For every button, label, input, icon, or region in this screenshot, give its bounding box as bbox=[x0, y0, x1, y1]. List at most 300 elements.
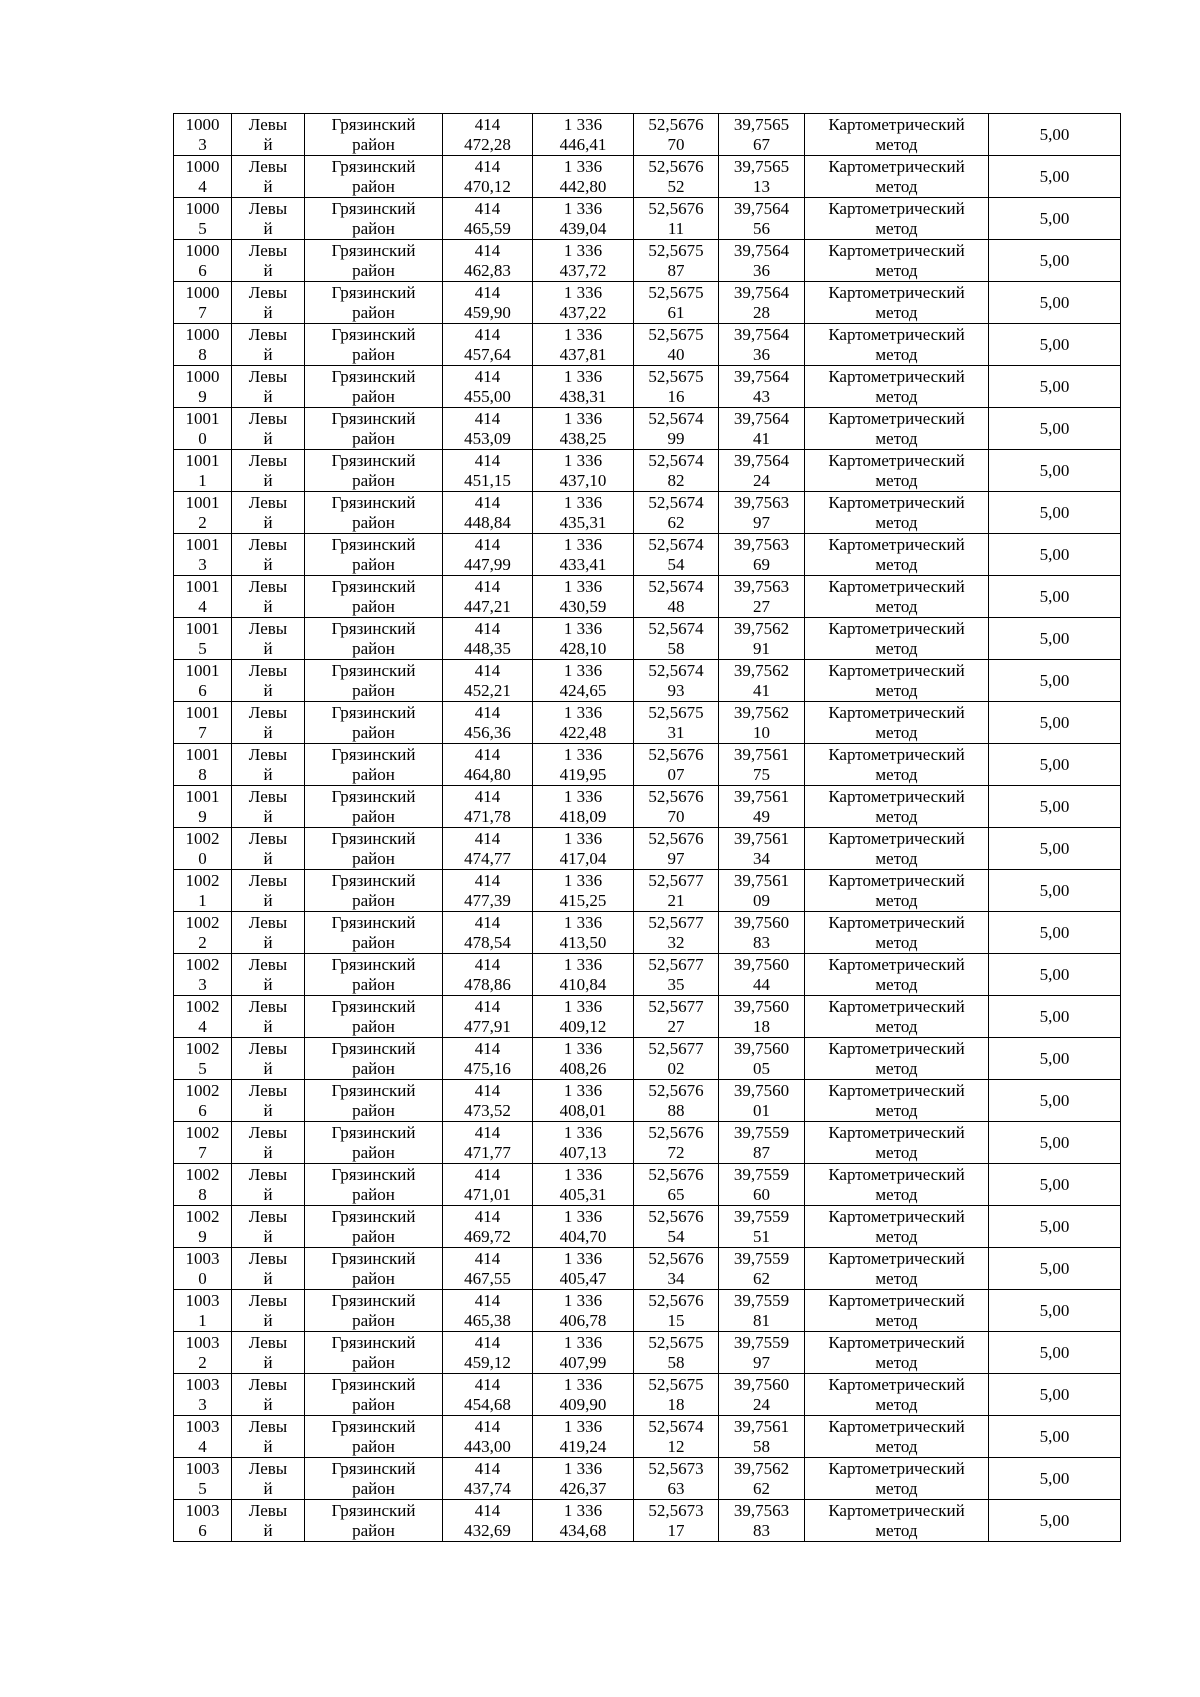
district-text: район bbox=[352, 1142, 395, 1162]
accuracy-text: 5,00 bbox=[1039, 292, 1070, 312]
point-number-text: 1002 bbox=[185, 1038, 220, 1058]
x-coordinate-text: 447,21 bbox=[464, 596, 511, 616]
side-text: Левы bbox=[248, 1038, 288, 1058]
longitude-cell bbox=[719, 660, 805, 702]
x-coordinate-cell bbox=[443, 1332, 533, 1374]
latitude-cell bbox=[634, 240, 719, 282]
longitude-text: 67 bbox=[753, 134, 770, 154]
accuracy-text: 5,00 bbox=[1039, 1174, 1070, 1194]
district-text: Грязинский bbox=[331, 492, 416, 512]
latitude-cell bbox=[634, 996, 719, 1038]
longitude-cell bbox=[719, 1332, 805, 1374]
district-text: Грязинский bbox=[331, 786, 416, 806]
point-number-text: 1003 bbox=[185, 1290, 220, 1310]
point-number-text: 1000 bbox=[185, 240, 220, 260]
table-row bbox=[174, 1416, 1121, 1458]
method-cell bbox=[805, 450, 989, 492]
side-cell bbox=[232, 492, 305, 534]
y-coordinate-text: 413,50 bbox=[559, 932, 607, 952]
latitude-cell bbox=[634, 1290, 719, 1332]
y-coordinate-text: 426,37 bbox=[559, 1478, 607, 1498]
accuracy-cell bbox=[989, 996, 1121, 1038]
y-coordinate-text: 1 336 bbox=[563, 114, 603, 134]
y-coordinate-text: 1 336 bbox=[563, 198, 603, 218]
point-number-cell bbox=[174, 1416, 232, 1458]
method-text: метод bbox=[875, 1394, 918, 1414]
longitude-cell bbox=[719, 996, 805, 1038]
y-coordinate-text: 1 336 bbox=[563, 576, 603, 596]
latitude-text: 58 bbox=[667, 1352, 685, 1372]
method-text: метод bbox=[875, 1184, 918, 1204]
x-coordinate-text: 414 bbox=[474, 366, 501, 386]
point-number-text: 1001 bbox=[185, 408, 220, 428]
point-number-cell bbox=[174, 702, 232, 744]
latitude-text: 40 bbox=[667, 344, 685, 364]
accuracy-cell bbox=[989, 702, 1121, 744]
latitude-cell bbox=[634, 1080, 719, 1122]
method-cell bbox=[805, 492, 989, 534]
point-number-text: 1000 bbox=[185, 156, 220, 176]
method-cell bbox=[805, 156, 989, 198]
x-coordinate-text: 414 bbox=[474, 744, 501, 764]
method-text: метод bbox=[875, 302, 918, 322]
side-text: Левы bbox=[248, 1374, 288, 1394]
longitude-text: 91 bbox=[753, 638, 770, 658]
x-coordinate-text: 414 bbox=[474, 1290, 501, 1310]
side-text: Левы bbox=[248, 156, 288, 176]
latitude-cell bbox=[634, 618, 719, 660]
point-number-cell bbox=[174, 1374, 232, 1416]
method-cell bbox=[805, 1206, 989, 1248]
latitude-text: 54 bbox=[667, 1226, 685, 1246]
longitude-text: 51 bbox=[753, 1226, 770, 1246]
side-cell bbox=[232, 282, 305, 324]
longitude-cell bbox=[719, 198, 805, 240]
x-coordinate-text: 414 bbox=[474, 1164, 501, 1184]
district-text: Грязинский bbox=[331, 1164, 416, 1184]
side-text: й bbox=[263, 1436, 273, 1456]
method-text: метод bbox=[875, 218, 918, 238]
latitude-text: 52,5673 bbox=[648, 1458, 704, 1478]
district-text: Грязинский bbox=[331, 1248, 416, 1268]
y-coordinate-text: 428,10 bbox=[559, 638, 607, 658]
side-text: Левы bbox=[248, 1080, 288, 1100]
y-coordinate-text: 438,31 bbox=[559, 386, 607, 406]
x-coordinate-text: 467,55 bbox=[464, 1268, 511, 1288]
method-text: метод bbox=[875, 1016, 918, 1036]
district-text: район bbox=[352, 1016, 395, 1036]
latitude-text: 99 bbox=[667, 428, 685, 448]
side-text: й bbox=[263, 428, 273, 448]
y-coordinate-cell bbox=[533, 1080, 634, 1122]
latitude-text: 52,5676 bbox=[648, 114, 704, 134]
accuracy-cell bbox=[989, 156, 1121, 198]
x-coordinate-cell bbox=[443, 660, 533, 702]
table-row bbox=[174, 534, 1121, 576]
point-number-text: 8 bbox=[198, 1184, 207, 1204]
method-text: метод bbox=[875, 1058, 918, 1078]
x-coordinate-text: 471,01 bbox=[464, 1184, 511, 1204]
x-coordinate-cell bbox=[443, 828, 533, 870]
x-coordinate-text: 414 bbox=[474, 576, 501, 596]
method-text: метод bbox=[875, 638, 918, 658]
latitude-text: 52,5676 bbox=[648, 1290, 704, 1310]
x-coordinate-text: 452,21 bbox=[464, 680, 511, 700]
longitude-text: 83 bbox=[753, 932, 770, 952]
side-cell bbox=[232, 114, 305, 156]
table-row bbox=[174, 282, 1121, 324]
side-text: Левы bbox=[248, 1332, 288, 1352]
side-text: Левы bbox=[248, 282, 288, 302]
point-number-text: 1000 bbox=[185, 366, 220, 386]
longitude-cell bbox=[719, 240, 805, 282]
district-cell bbox=[305, 660, 443, 702]
x-coordinate-text: 475,16 bbox=[464, 1058, 511, 1078]
latitude-text: 54 bbox=[667, 554, 685, 574]
longitude-text: 39,7560 bbox=[733, 996, 790, 1016]
district-text: район bbox=[352, 1058, 395, 1078]
method-text: метод bbox=[875, 1100, 918, 1120]
y-coordinate-text: 1 336 bbox=[563, 1206, 603, 1226]
y-coordinate-text: 1 336 bbox=[563, 954, 603, 974]
district-text: Грязинский bbox=[331, 408, 416, 428]
accuracy-text: 5,00 bbox=[1039, 586, 1070, 606]
longitude-text: 39,7560 bbox=[733, 954, 790, 974]
district-text: Грязинский bbox=[331, 744, 416, 764]
method-text: Картометрический bbox=[828, 240, 965, 260]
table-row bbox=[174, 408, 1121, 450]
longitude-text: 39,7559 bbox=[733, 1248, 790, 1268]
accuracy-cell bbox=[989, 1290, 1121, 1332]
longitude-cell bbox=[719, 156, 805, 198]
longitude-cell bbox=[719, 1122, 805, 1164]
longitude-cell bbox=[719, 1374, 805, 1416]
x-coordinate-cell bbox=[443, 366, 533, 408]
x-coordinate-text: 455,00 bbox=[464, 386, 511, 406]
accuracy-cell bbox=[989, 1122, 1121, 1164]
side-text: Левы bbox=[248, 198, 288, 218]
table-row bbox=[174, 870, 1121, 912]
longitude-text: 39,7560 bbox=[733, 912, 790, 932]
point-number-text: 6 bbox=[198, 680, 207, 700]
table-row bbox=[174, 576, 1121, 618]
x-coordinate-text: 465,38 bbox=[464, 1310, 511, 1330]
y-coordinate-text: 1 336 bbox=[563, 1500, 603, 1520]
district-text: Грязинский bbox=[331, 114, 416, 134]
point-number-cell bbox=[174, 996, 232, 1038]
longitude-cell bbox=[719, 492, 805, 534]
latitude-text: 52,5676 bbox=[648, 786, 704, 806]
point-number-text: 3 bbox=[198, 134, 207, 154]
latitude-text: 52,5674 bbox=[648, 450, 704, 470]
point-number-cell bbox=[174, 492, 232, 534]
x-coordinate-text: 414 bbox=[474, 1122, 501, 1142]
district-cell bbox=[305, 786, 443, 828]
y-coordinate-cell bbox=[533, 828, 634, 870]
x-coordinate-cell bbox=[443, 408, 533, 450]
method-text: Картометрический bbox=[828, 1164, 965, 1184]
latitude-text: 52,5676 bbox=[648, 1248, 704, 1268]
x-coordinate-text: 414 bbox=[474, 786, 501, 806]
latitude-cell bbox=[634, 1038, 719, 1080]
district-text: район bbox=[352, 680, 395, 700]
point-number-cell bbox=[174, 870, 232, 912]
method-cell bbox=[805, 1290, 989, 1332]
district-text: Грязинский bbox=[331, 534, 416, 554]
latitude-cell bbox=[634, 1374, 719, 1416]
side-text: Левы bbox=[248, 744, 288, 764]
point-number-text: 7 bbox=[198, 1142, 207, 1162]
accuracy-cell bbox=[989, 954, 1121, 996]
method-cell bbox=[805, 702, 989, 744]
x-coordinate-cell bbox=[443, 912, 533, 954]
district-text: район bbox=[352, 764, 395, 784]
longitude-cell bbox=[719, 408, 805, 450]
district-cell bbox=[305, 1332, 443, 1374]
coordinates-table bbox=[173, 113, 1121, 1542]
longitude-text: 44 bbox=[753, 974, 770, 994]
longitude-text: 39,7559 bbox=[733, 1290, 790, 1310]
side-text: Левы bbox=[248, 1122, 288, 1142]
side-cell bbox=[232, 870, 305, 912]
method-text: Картометрический bbox=[828, 954, 965, 974]
method-text: Картометрический bbox=[828, 1374, 965, 1394]
latitude-text: 52,5677 bbox=[648, 870, 704, 890]
y-coordinate-text: 446,41 bbox=[559, 134, 607, 154]
x-coordinate-text: 414 bbox=[474, 702, 501, 722]
latitude-text: 52,5674 bbox=[648, 408, 704, 428]
method-text: Картометрический bbox=[828, 660, 965, 680]
district-text: Грязинский bbox=[331, 618, 416, 638]
district-cell bbox=[305, 912, 443, 954]
x-coordinate-text: 456,36 bbox=[464, 722, 511, 742]
x-coordinate-text: 414 bbox=[474, 324, 501, 344]
district-text: Грязинский bbox=[331, 954, 416, 974]
x-coordinate-text: 478,86 bbox=[464, 974, 511, 994]
latitude-text: 63 bbox=[667, 1478, 685, 1498]
y-coordinate-cell bbox=[533, 492, 634, 534]
accuracy-text: 5,00 bbox=[1039, 670, 1070, 690]
side-text: й bbox=[263, 596, 273, 616]
longitude-text: 39,7564 bbox=[733, 198, 790, 218]
point-number-cell bbox=[174, 450, 232, 492]
method-text: Картометрический bbox=[828, 1080, 965, 1100]
longitude-cell bbox=[719, 576, 805, 618]
latitude-text: 52,5677 bbox=[648, 1038, 704, 1058]
accuracy-text: 5,00 bbox=[1039, 922, 1070, 942]
point-number-text: 1001 bbox=[185, 450, 220, 470]
accuracy-text: 5,00 bbox=[1039, 1426, 1070, 1446]
y-coordinate-text: 1 336 bbox=[563, 1080, 603, 1100]
method-text: Картометрический bbox=[828, 114, 965, 134]
accuracy-cell bbox=[989, 870, 1121, 912]
longitude-text: 39,7561 bbox=[733, 744, 790, 764]
district-text: район bbox=[352, 932, 395, 952]
method-cell bbox=[805, 282, 989, 324]
side-text: й bbox=[263, 1310, 273, 1330]
district-text: Грязинский bbox=[331, 1416, 416, 1436]
point-number-text: 1000 bbox=[185, 282, 220, 302]
table-row bbox=[174, 1290, 1121, 1332]
latitude-text: 61 bbox=[667, 302, 685, 322]
district-cell bbox=[305, 1164, 443, 1206]
longitude-text: 39,7562 bbox=[733, 1458, 790, 1478]
longitude-cell bbox=[719, 1206, 805, 1248]
district-text: район bbox=[352, 218, 395, 238]
point-number-text: 1001 bbox=[185, 660, 220, 680]
point-number-text: 8 bbox=[198, 764, 207, 784]
side-text: Левы bbox=[248, 1290, 288, 1310]
district-cell bbox=[305, 702, 443, 744]
latitude-text: 52,5676 bbox=[648, 828, 704, 848]
district-text: район bbox=[352, 386, 395, 406]
longitude-cell bbox=[719, 702, 805, 744]
x-coordinate-text: 414 bbox=[474, 1080, 501, 1100]
accuracy-cell bbox=[989, 408, 1121, 450]
point-number-text: 0 bbox=[198, 428, 207, 448]
accuracy-cell bbox=[989, 534, 1121, 576]
y-coordinate-text: 1 336 bbox=[563, 996, 603, 1016]
y-coordinate-text: 1 336 bbox=[563, 240, 603, 260]
longitude-cell bbox=[719, 954, 805, 996]
method-cell bbox=[805, 1080, 989, 1122]
method-text: метод bbox=[875, 470, 918, 490]
table-row bbox=[174, 618, 1121, 660]
longitude-cell bbox=[719, 618, 805, 660]
side-text: Левы bbox=[248, 1206, 288, 1226]
side-cell bbox=[232, 408, 305, 450]
latitude-cell bbox=[634, 324, 719, 366]
point-number-text: 6 bbox=[198, 260, 207, 280]
latitude-text: 35 bbox=[667, 974, 685, 994]
latitude-text: 52,5673 bbox=[648, 1500, 704, 1520]
accuracy-text: 5,00 bbox=[1039, 1300, 1070, 1320]
longitude-cell bbox=[719, 1458, 805, 1500]
district-text: Грязинский bbox=[331, 450, 416, 470]
district-cell bbox=[305, 1038, 443, 1080]
y-coordinate-cell bbox=[533, 198, 634, 240]
method-cell bbox=[805, 198, 989, 240]
x-coordinate-text: 470,12 bbox=[464, 176, 511, 196]
x-coordinate-text: 453,09 bbox=[464, 428, 511, 448]
x-coordinate-text: 454,68 bbox=[464, 1394, 511, 1414]
x-coordinate-text: 414 bbox=[474, 492, 501, 512]
method-text: Картометрический bbox=[828, 324, 965, 344]
x-coordinate-text: 414 bbox=[474, 1458, 501, 1478]
side-cell bbox=[232, 324, 305, 366]
point-number-text: 6 bbox=[198, 1100, 207, 1120]
accuracy-text: 5,00 bbox=[1039, 880, 1070, 900]
method-text: Картометрический bbox=[828, 1500, 965, 1520]
longitude-text: 75 bbox=[753, 764, 770, 784]
x-coordinate-text: 414 bbox=[474, 912, 501, 932]
side-text: й bbox=[263, 764, 273, 784]
longitude-cell bbox=[719, 1290, 805, 1332]
side-cell bbox=[232, 156, 305, 198]
point-number-text: 7 bbox=[198, 722, 207, 742]
y-coordinate-text: 1 336 bbox=[563, 1248, 603, 1268]
side-text: й bbox=[263, 470, 273, 490]
district-text: район bbox=[352, 470, 395, 490]
district-text: район bbox=[352, 344, 395, 364]
table-row bbox=[174, 450, 1121, 492]
longitude-text: 39,7561 bbox=[733, 786, 790, 806]
y-coordinate-cell bbox=[533, 282, 634, 324]
side-cell bbox=[232, 366, 305, 408]
y-coordinate-text: 409,12 bbox=[559, 1016, 607, 1036]
x-coordinate-text: 414 bbox=[474, 282, 501, 302]
district-text: Грязинский bbox=[331, 198, 416, 218]
point-number-cell bbox=[174, 1122, 232, 1164]
method-text: Картометрический bbox=[828, 1416, 965, 1436]
point-number-cell bbox=[174, 534, 232, 576]
longitude-text: 01 bbox=[753, 1100, 770, 1120]
side-text: й bbox=[263, 512, 273, 532]
x-coordinate-cell bbox=[443, 996, 533, 1038]
method-text: метод bbox=[875, 806, 918, 826]
accuracy-cell bbox=[989, 1164, 1121, 1206]
table-row bbox=[174, 114, 1121, 156]
latitude-text: 52,5675 bbox=[648, 1332, 704, 1352]
y-coordinate-text: 1 336 bbox=[563, 870, 603, 890]
accuracy-cell bbox=[989, 912, 1121, 954]
x-coordinate-text: 465,59 bbox=[464, 218, 511, 238]
y-coordinate-cell bbox=[533, 450, 634, 492]
y-coordinate-cell bbox=[533, 1122, 634, 1164]
longitude-text: 39,7564 bbox=[733, 408, 790, 428]
method-cell bbox=[805, 1164, 989, 1206]
y-coordinate-text: 408,01 bbox=[559, 1100, 607, 1120]
point-number-cell bbox=[174, 240, 232, 282]
y-coordinate-text: 1 336 bbox=[563, 1290, 603, 1310]
y-coordinate-text: 1 336 bbox=[563, 492, 603, 512]
side-text: й bbox=[263, 344, 273, 364]
point-number-text: 1002 bbox=[185, 1080, 220, 1100]
method-text: Картометрический bbox=[828, 1038, 965, 1058]
longitude-text: 58 bbox=[753, 1436, 770, 1456]
latitude-text: 52,5676 bbox=[648, 198, 704, 218]
side-text: й bbox=[263, 1394, 273, 1414]
y-coordinate-text: 424,65 bbox=[559, 680, 607, 700]
x-coordinate-text: 414 bbox=[474, 408, 501, 428]
x-coordinate-cell bbox=[443, 1374, 533, 1416]
longitude-cell bbox=[719, 534, 805, 576]
table-row bbox=[174, 912, 1121, 954]
y-coordinate-text: 1 336 bbox=[563, 366, 603, 386]
side-text: й bbox=[263, 680, 273, 700]
side-cell bbox=[232, 1332, 305, 1374]
side-text: й bbox=[263, 1478, 273, 1498]
y-coordinate-cell bbox=[533, 114, 634, 156]
longitude-text: 39,7559 bbox=[733, 1332, 790, 1352]
x-coordinate-text: 459,12 bbox=[464, 1352, 511, 1372]
method-cell bbox=[805, 618, 989, 660]
district-text: район bbox=[352, 1100, 395, 1120]
method-cell bbox=[805, 1038, 989, 1080]
latitude-cell bbox=[634, 1248, 719, 1290]
district-cell bbox=[305, 618, 443, 660]
district-text: Грязинский bbox=[331, 702, 416, 722]
method-text: Картометрический bbox=[828, 912, 965, 932]
side-text: й bbox=[263, 1142, 273, 1162]
accuracy-cell bbox=[989, 618, 1121, 660]
longitude-text: 62 bbox=[753, 1268, 770, 1288]
accuracy-cell bbox=[989, 1374, 1121, 1416]
side-text: Левы bbox=[248, 240, 288, 260]
latitude-text: 52,5674 bbox=[648, 534, 704, 554]
x-coordinate-text: 414 bbox=[474, 1416, 501, 1436]
latitude-cell bbox=[634, 1332, 719, 1374]
